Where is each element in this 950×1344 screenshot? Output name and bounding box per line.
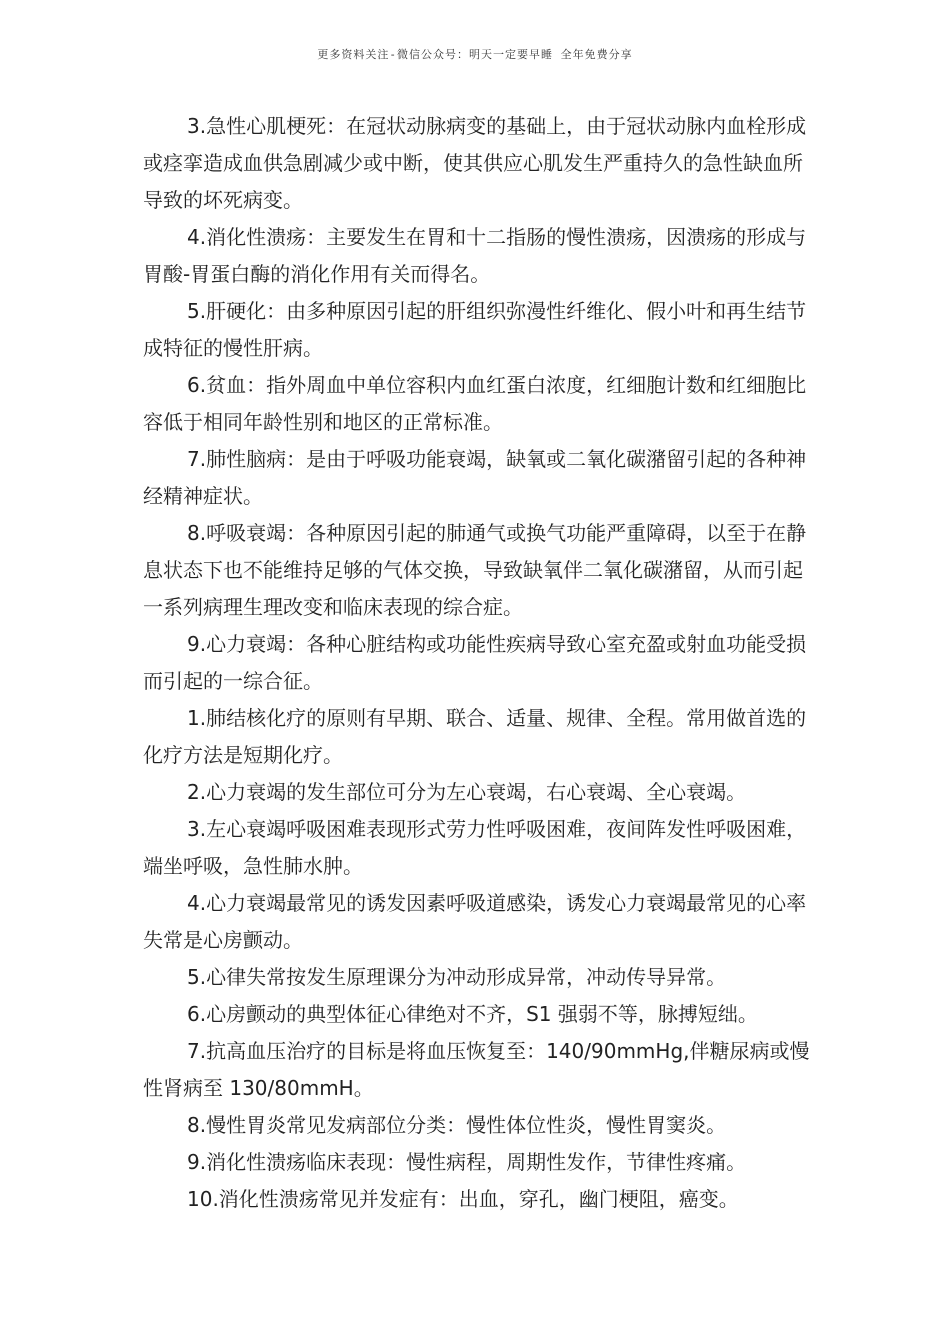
paragraph: 9.心力衰竭：各种心脏结构或功能性疾病导致心室充盈或射血功能受损而引起的一综合征。 bbox=[143, 632, 807, 693]
paragraph: 3.左心衰竭呼吸困难表现形式劳力性呼吸困难，夜间阵发性呼吸困难，端坐呼吸，急性肺水肿。 bbox=[143, 817, 807, 878]
page-header: 更多资料关注-微信公众号：明天一定要早睡 全年免费分享 bbox=[317, 48, 633, 61]
paragraph: 2.心力衰竭的发生部位可分为左心衰竭，右心衰竭、全心衰竭。 bbox=[187, 780, 747, 804]
paragraph: 4.心力衰竭最常见的诱发因素呼吸道感染，诱发心力衰竭最常见的心率失常是心房颤动。 bbox=[143, 891, 807, 952]
paragraph: 7.肺性脑病：是由于呼吸功能衰竭，缺氧或二氧化碳潴留引起的各种神经精神症状。 bbox=[143, 447, 807, 508]
paragraph: 8.慢性胃炎常见发病部位分类：慢性体位性炎，慢性胃窦炎。 bbox=[187, 1113, 727, 1137]
document-body bbox=[143, 108, 811, 1218]
paragraph: 9.消化性溃疡临床表现：慢性病程，周期性发作，节律性疼痛。 bbox=[187, 1150, 747, 1174]
paragraph: 4.消化性溃疡：主要发生在胃和十二指肠的慢性溃疡，因溃疡的形成与胃酸-胃蛋白酶的消化作用有关而得名。 bbox=[143, 225, 807, 286]
paragraph: 5.心律失常按发生原理课分为冲动形成异常，冲动传导异常。 bbox=[187, 965, 727, 989]
paragraph: 5.肝硬化：由多种原因引起的肝组织弥漫性纤维化、假小叶和再生结节成特征的慢性肝病。 bbox=[143, 299, 807, 360]
paragraph: 1.肺结核化疗的原则有早期、联合、适量、规律、全程。常用做首选的化疗方法是短期化疗。 bbox=[143, 706, 807, 767]
paragraph: 6.贫血：指外周血中单位容积内血红蛋白浓度，红细胞计数和红细胞比容低于相同年龄性别和地区的正常标准。 bbox=[143, 373, 807, 434]
paragraph: 6.心房颤动的典型体征心律绝对不齐，S1 强弱不等，脉搏短绌。 bbox=[187, 1002, 758, 1026]
paragraph: 7.抗高血压治疗的目标是将血压恢复至：140/90mmHg,伴糖尿病或慢性肾病至 130/80mmH。 bbox=[143, 1039, 810, 1100]
paragraph: 8.呼吸衰竭：各种原因引起的肺通气或换气功能严重障碍，以至于在静息状态下也不能维持足够的气体交换，导致缺氧伴二氧化碳潴留，从而引起一系列病理生理改变和临床表现的综合症。 bbox=[143, 521, 807, 619]
paragraph: 3.急性心肌梗死：在冠状动脉病变的基础上，由于冠状动脉内血栓形成或痉挛造成血供急剧减少或中断，使其供应心肌发生严重持久的急性缺血所导致的坏死病变。 bbox=[143, 114, 807, 212]
paragraph: 10.消化性溃疡常见并发症有：出血，穿孔，幽门梗阻，癌变。 bbox=[187, 1187, 739, 1211]
